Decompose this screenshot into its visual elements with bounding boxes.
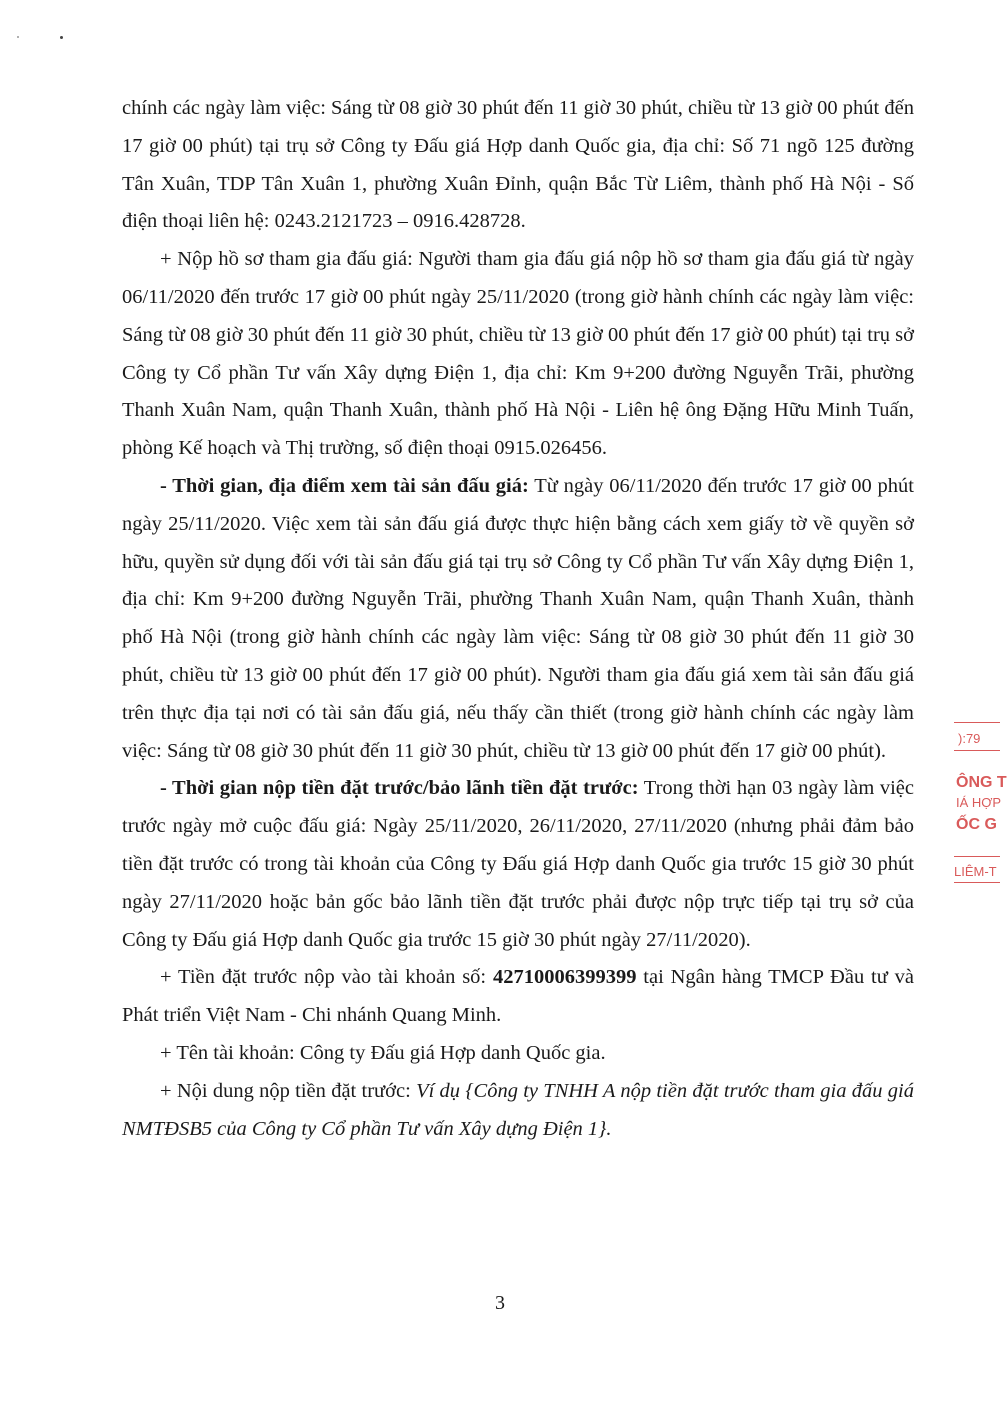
paragraph-office-hours: chính các ngày làm việc: Sáng từ 08 giờ 30 phút đến 11 giờ 30 phút, chiều từ 13 giờ 00 phút đến 17 giờ 00 phút) tại trụ sở Công ty Đấu giá Hợp danh Quốc gia, địa chỉ: Số 71 ngõ 125 đường Tân Xuân, TDP Tân Xuân 1, phường Xuân Đỉnh, quận Bắc Từ Liêm, thành phố Hà Nội - Số điện thoại liên hệ: 0243.2121723 – 0916.428728. bbox=[122, 97, 914, 233]
document-body bbox=[122, 90, 914, 1148]
seal-text: LIÊM-T bbox=[954, 864, 997, 879]
seal-rule bbox=[954, 722, 1000, 723]
paragraph-view-assets bbox=[122, 468, 914, 770]
heading-view-assets: - Thời gian, địa điểm xem tài sản đấu giá: bbox=[160, 474, 529, 497]
seal-text: ỐC G bbox=[956, 816, 997, 833]
text-deposit-account-bank: tại Ngân hàng TMCP Đầu tư và Phát triển Việt Nam - Chi nhánh Quang Minh. bbox=[122, 966, 915, 1027]
seal-text: ):79 bbox=[958, 731, 981, 746]
scan-speck bbox=[60, 36, 63, 39]
company-seal-fragment bbox=[950, 720, 1007, 895]
seal-text: ÔNG T bbox=[956, 774, 1007, 791]
paragraph-deposit-account bbox=[122, 959, 914, 1035]
account-number: 42710006399399 bbox=[492, 966, 637, 989]
seal-rule bbox=[954, 750, 1000, 751]
text-payment-content-example: Ví dụ {Công ty TNHH A nộp tiền đặt trước tham gia đấu giá NMTĐSB5 của Công ty Cổ phần Tư vấn Xây dựng Điện 1}. bbox=[122, 1079, 914, 1140]
seal-text: IÁ HỢP bbox=[956, 795, 1002, 810]
scan-speck bbox=[17, 36, 19, 38]
paragraph-deposit-time bbox=[122, 770, 914, 959]
text-payment-content-prefix: + Nội dung nộp tiền đặt trước: bbox=[160, 1079, 417, 1102]
paragraph-account-name: + Tên tài khoản: Công ty Đấu giá Hợp danh Quốc gia. bbox=[160, 1041, 606, 1064]
seal-rule bbox=[954, 856, 1000, 857]
seal-rule bbox=[954, 882, 1000, 883]
paragraph-submit-dossier: + Nộp hồ sơ tham gia đấu giá: Người tham gia đấu giá nộp hồ sơ tham gia đấu giá từ ngày 06/11/2020 đến trước 17 giờ 00 phút ngày 25/11/2020 (trong giờ hành chính các ngày làm việc: Sáng từ 08 giờ 30 phút đến 11 giờ 30 phút, chiều từ 13 giờ 00 phút đến 17 giờ 00 phút) tại trụ sở Công ty Cổ phần Tư vấn Xây dựng Điện 1, địa chỉ: Km 9+200 đường Nguyễn Trãi, phường Thanh Xuân Nam, quận Thanh Xuân, thành phố Hà Nội - Liên hệ ông Đặng Hữu Minh Tuấn, phòng Kế hoạch và Thị trường, số điện thoại 0915.026456. bbox=[122, 248, 914, 460]
paragraph-payment-content bbox=[122, 1073, 914, 1149]
text-deposit-account-prefix: + Tiền đặt trước nộp vào tài khoản số: bbox=[160, 966, 493, 989]
text-deposit-time: Trong thời hạn 03 ngày làm việc trước ngày mở cuộc đấu giá: Ngày 25/11/2020, 26/11/2020, 27/11/2020 (nhưng phải đảm bảo tiền đặt trước có trong tài khoản của Công ty Đấu giá Hợp danh Quốc gia trước 15 giờ 30 phút ngày 27/11/2020 hoặc bản gốc bảo lãnh tiền đặt trước phải được nộp trực tiếp tại trụ sở của Công ty Đấu giá Hợp danh Quốc gia trước 15 giờ 30 phút ngày 27/11/2020). bbox=[122, 777, 914, 951]
heading-deposit-time: - Thời gian nộp tiền đặt trước/bảo lãnh tiền đặt trước: bbox=[160, 777, 639, 800]
page-number: 3 bbox=[495, 1292, 505, 1314]
text-view-assets: Từ ngày 06/11/2020 đến trước 17 giờ 00 phút ngày 25/11/2020. Việc xem tài sản đấu giá được thực hiện bằng cách xem giấy tờ về quyền sở hữu, quyền sử dụng đối với tài sản đấu giá tại trụ sở Công ty Cổ phần Tư vấn Xây dựng Điện 1, địa chỉ: Km 9+200 đường Nguyễn Trãi, phường Thanh Xuân Nam, quận Thanh Xuân, thành phố Hà Nội (trong giờ hành chính các ngày làm việc: Sáng từ 08 giờ 30 phút đến 11 giờ 30 phút, chiều từ 13 giờ 00 phút đến 17 giờ 00 phút). Người tham gia đấu giá xem tài sản đấu giá trên thực địa tại nơi có tài sản đấu giá, nếu thấy cần thiết (trong giờ hành chính các ngày làm việc: Sáng từ 08 giờ 30 phút đến 11 giờ 30 phút, chiều từ 13 giờ 00 phút đến 17 giờ 00 phút). bbox=[122, 474, 914, 762]
